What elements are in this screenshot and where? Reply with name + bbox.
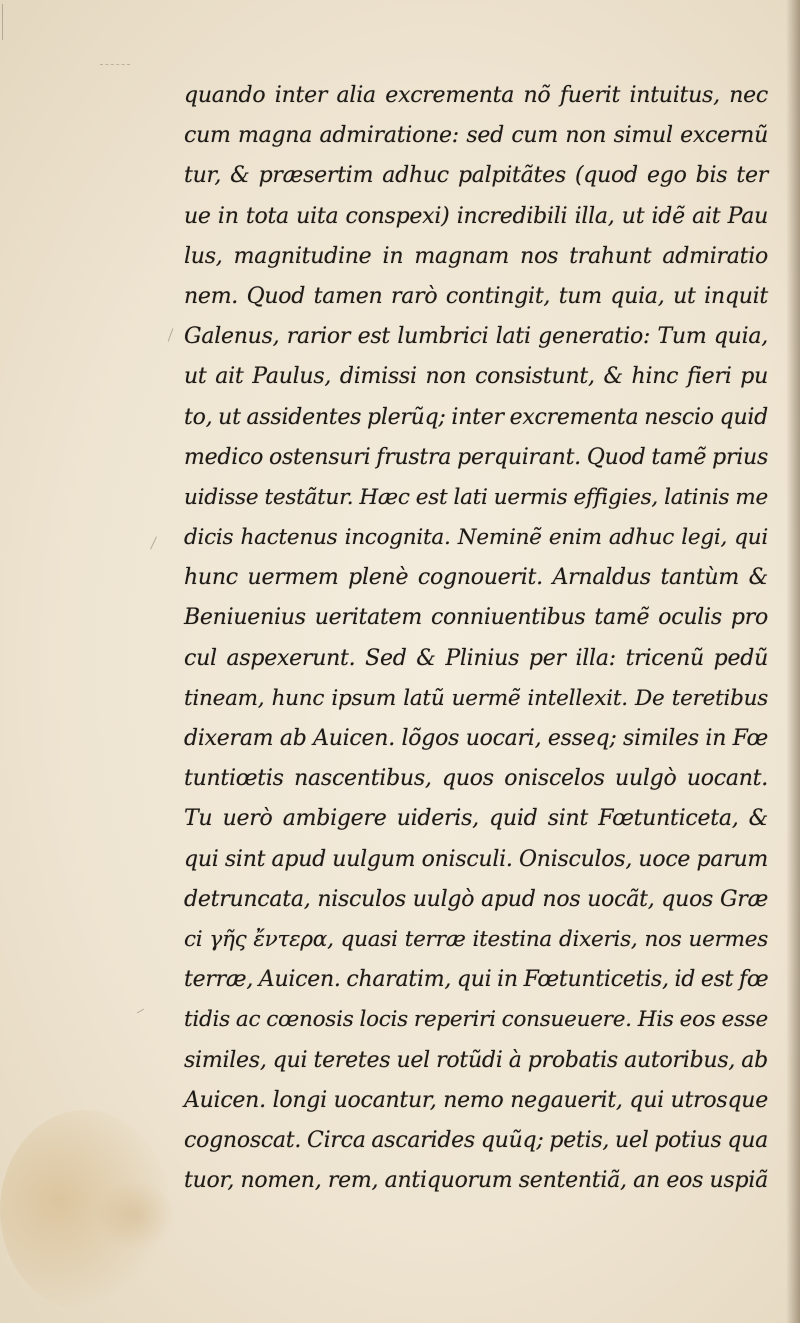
text-line: nem. Quod tamen rarò contingit, tum quia, ut inquit bbox=[184, 283, 768, 309]
text-line: detruncata, nisculos uulgò apud nos uocãt, quos Græ bbox=[184, 886, 768, 912]
text-line: Galenus, rarior est lumbrici lati generatio: Tum quia, bbox=[184, 324, 768, 350]
text-line: uidisse testãtur. Hæc est lati uermis effigies, latinis me bbox=[184, 484, 768, 510]
margin-mark bbox=[168, 328, 174, 341]
text-line: qui sint apud uulgum onisculi. Onisculos, uoce parum bbox=[184, 846, 768, 872]
text-line: tidis ac cœnosis locis reperiri consueuere. His eos esse bbox=[184, 1007, 768, 1033]
foxing-stain-small bbox=[95, 1180, 175, 1250]
text-line: lus, magnitudine in magnam nos trahunt admiratio bbox=[184, 243, 768, 269]
text-line: Auicen. longi uocantur, nemo negauerit, qui utrosque bbox=[184, 1087, 768, 1113]
text-line: ci γῆς ἔντερα, quasi terræ itestina dixeris, nos uermes bbox=[184, 926, 768, 952]
text-line: Tu uerò ambigere uideris, quid sint Fœtunticeta, & bbox=[184, 806, 768, 832]
text-line: quando inter alia excrementa nõ fuerit intuitus, nec bbox=[184, 83, 768, 108]
corner-mark bbox=[2, 4, 9, 40]
text-line: ut ait Paulus, dimissi non consistunt, & hinc fieri pu bbox=[184, 364, 768, 390]
margin-mark bbox=[137, 1009, 144, 1014]
foxing-stain bbox=[0, 1110, 170, 1310]
top-rule-mark bbox=[100, 64, 130, 65]
text-line: tur, & præsertim adhuc palpitãtes (quod ego bis ter bbox=[184, 163, 768, 189]
text-line: similes, qui teretes uel rotũdi à probatis autoribus, ab bbox=[184, 1047, 768, 1073]
text-line: cul aspexerunt. Sed & Plinius per illa: tricenũ pedũ bbox=[184, 645, 768, 671]
text-line: ue in tota uita conspexi) incredibili illa, ut idẽ ait Pau bbox=[184, 203, 768, 229]
text-line: hunc uermem plenè cognouerit. Arnaldus tantùm & bbox=[184, 565, 768, 591]
text-line: dicis hactenus incognita. Neminẽ enim adhuc legi, qui bbox=[184, 525, 768, 551]
text-line: tineam, hunc ipsum latũ uermẽ intellexit. De teretibus bbox=[184, 685, 768, 711]
text-line: Beniuenius ueritatem conniuentibus tamẽ oculis pro bbox=[184, 605, 768, 631]
text-line: medico ostensuri frustra perquirant. Quod tamẽ prius bbox=[184, 444, 768, 470]
text-line: to, ut assidentes plerũq; inter excrementa nescio quid bbox=[184, 404, 768, 430]
text-line: cognoscat. Circa ascarides quũq; petis, uel potius qua bbox=[184, 1127, 768, 1153]
text-line: dixeram ab Auicen. lõgos uocari, esseq; similes in Fœ bbox=[184, 726, 768, 751]
text-line: tuntiœtis nascentibus, quos oniscelos uulgò uocant. bbox=[184, 766, 768, 792]
text-line: tuor, nomen, rem, antiquorum sententiã, an eos uspiã bbox=[184, 1168, 768, 1194]
margin-mark bbox=[150, 536, 157, 549]
text-line: terræ, Auicen. charatim, qui in Fœtunticetis, id est fœ bbox=[184, 967, 769, 993]
text-block bbox=[184, 76, 768, 1201]
text-line: cum magna admiratione: sed cum non simul excernũ bbox=[184, 123, 768, 149]
page-edge-shadow bbox=[786, 0, 800, 1323]
